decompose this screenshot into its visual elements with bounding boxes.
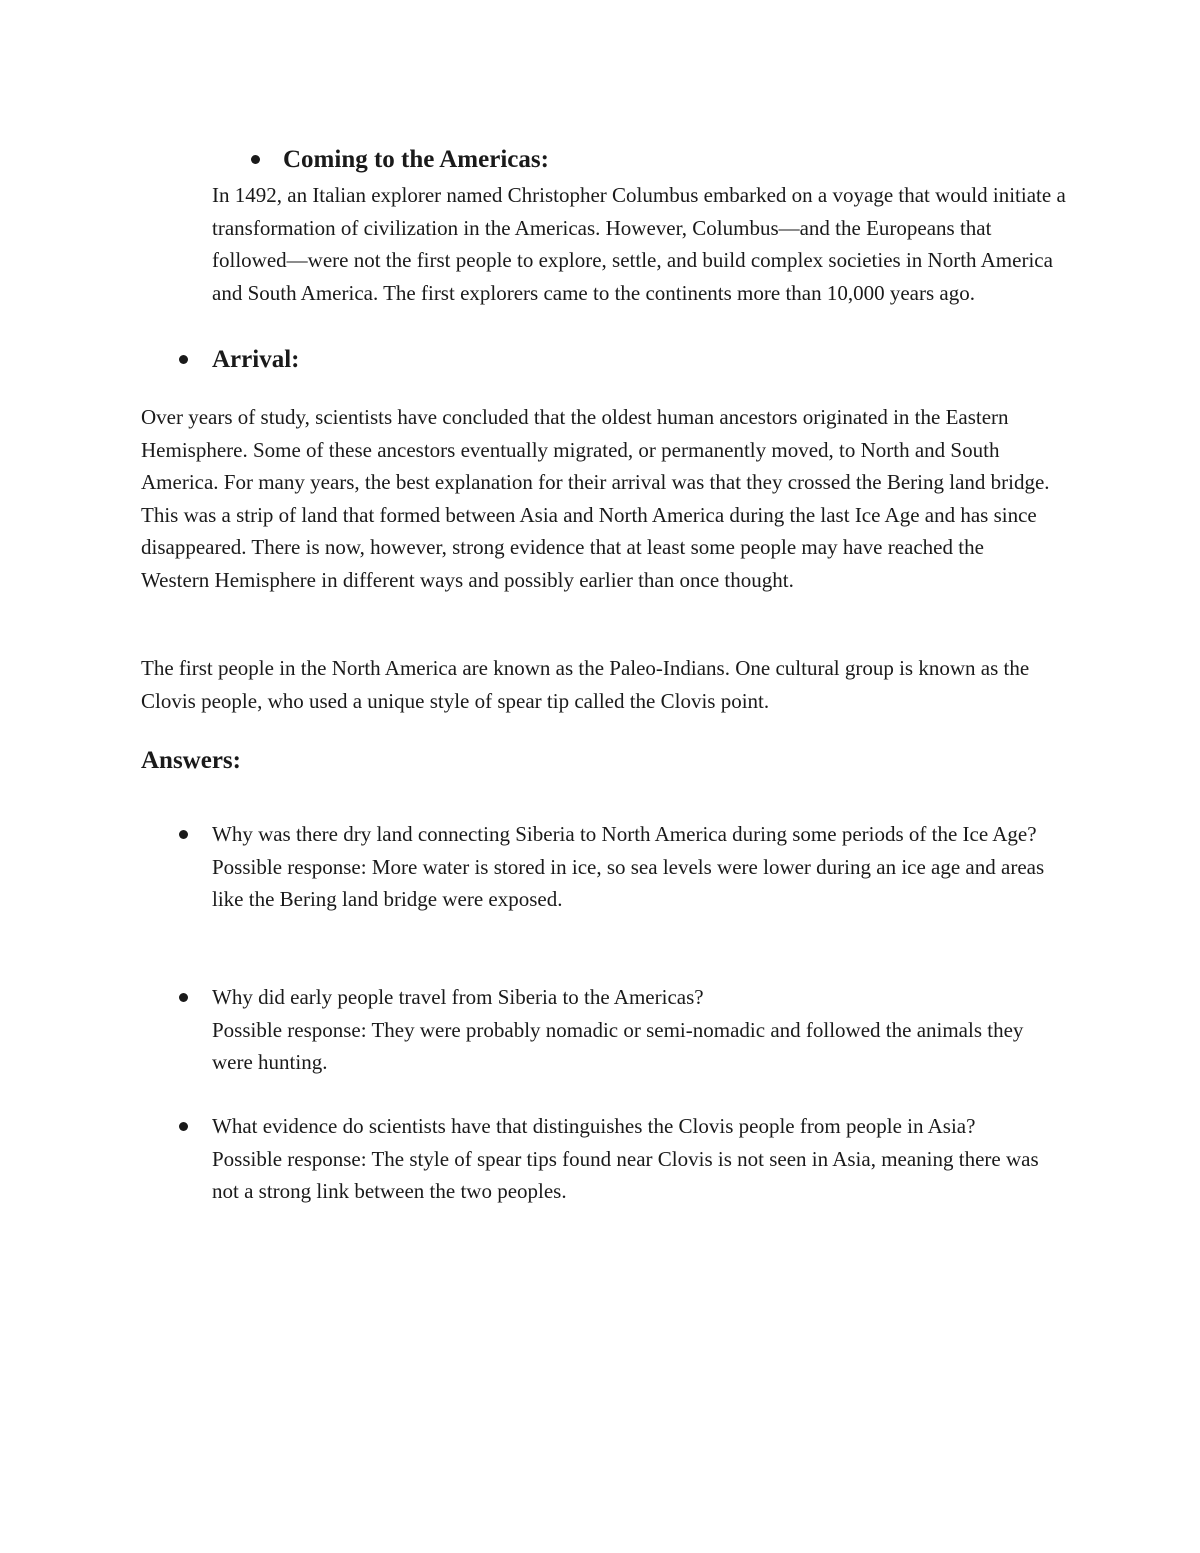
arrival-paragraph-2: The first people in the North America are known as the Paleo-Indians. One cultural group is known as the Clovis people, who used a unique style of spear tip called the Clovis point. <box>141 656 1030 713</box>
list-item <box>212 818 1062 916</box>
question-text: Why was there dry land connecting Siberia to North America during some periods of the Ice Age? <box>212 822 1037 846</box>
bullet-icon <box>179 993 188 1002</box>
section-heading-arrival: Arrival: <box>212 346 300 373</box>
bullet-icon <box>179 355 188 364</box>
question-text: What evidence do scientists have that distinguishes the Clovis people from people in Asia? <box>212 1114 976 1138</box>
bullet-icon <box>251 155 260 164</box>
arrival-paragraph-1: Over years of study, scientists have concluded that the oldest human ancestors originated in the Eastern Hemisphere. Some of these ancestors eventually migrated, or permanently moved, to North and South America. For many years, the best explanation for their arrival was that they crossed the Bering land bridge. This was a strip of land that formed between Asia and North America during the last Ice Age and has since disappeared. There is now, however, strong evidence that at least some people may have reached the Western Hemisphere in different ways and possibly earlier than once thought. <box>141 405 1050 592</box>
answers-heading: Answers: <box>141 747 241 774</box>
question-text: Why did early people travel from Siberia to the Americas? <box>212 985 704 1009</box>
bullet-icon <box>179 1122 188 1131</box>
bullet-icon <box>179 830 188 839</box>
response-text: Possible response: They were probably nomadic or semi-nomadic and followed the animals they were hunting. <box>212 1017 1024 1075</box>
list-item <box>212 981 1062 1079</box>
section-body-coming-to-americas: In 1492, an Italian explorer named Christopher Columbus embarked on a voyage that would initiate a transformation of civilization in the Americas. However, Columbus—and the Europeans that followed—were not the first people to explore, settle, and build complex societies in North America and South America. The first explorers came to the continents more than 10,000 years ago. <box>212 183 1066 305</box>
list-item <box>212 1110 1062 1208</box>
section-heading-coming-to-americas: Coming to the Americas: <box>283 146 549 173</box>
response-text: Possible response: More water is stored in ice, so sea levels were lower during an ice age and areas like the Bering land bridge were exposed. <box>212 854 1045 912</box>
response-text: Possible response: The style of spear tips found near Clovis is not seen in Asia, meaning there was not a strong link between the two peoples. <box>212 1146 1039 1204</box>
